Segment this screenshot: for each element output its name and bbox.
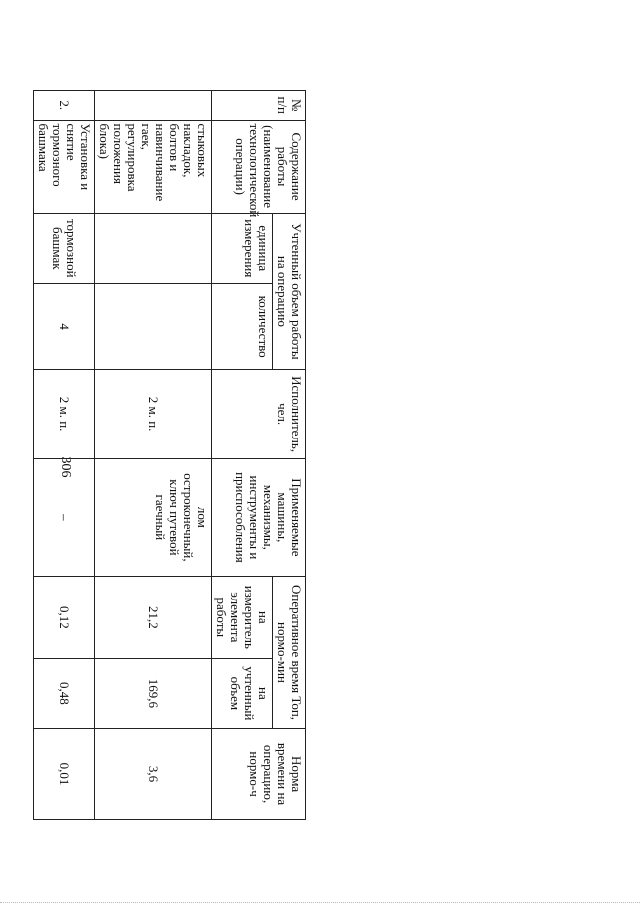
cell-num: 2. xyxy=(34,91,95,121)
header-per-unit: на измеритель элемента работы xyxy=(212,576,273,658)
header-optime-group: Оперативное время Топ, нормо-мин xyxy=(273,576,306,728)
cell-unit: тормозной башмак xyxy=(34,213,95,283)
page-number: 306 xyxy=(58,456,73,478)
cell-quantity xyxy=(95,284,212,370)
cell-norm: 0,01 xyxy=(34,729,95,820)
cell-num xyxy=(95,91,212,121)
header-quantity: количество xyxy=(212,284,273,370)
cell-per-unit: 0,12 xyxy=(34,576,95,658)
header-unit: единица измерения xyxy=(212,213,273,283)
cell-unit xyxy=(95,213,212,283)
cell-quantity: 4 xyxy=(34,284,95,370)
scan-edge-line xyxy=(0,902,640,904)
header-volume-group: Учтенный объем работы на операцию xyxy=(273,213,306,370)
cell-content: Установка и снятие тормозного башмака xyxy=(34,120,95,213)
norms-table xyxy=(33,90,306,820)
cell-per-volume: 169,6 xyxy=(95,658,212,728)
cell-machines: лом остроконечный, ключ путевой гаечный xyxy=(95,458,212,576)
cell-norm: 3,6 xyxy=(95,729,212,820)
header-norm: Норма времени на операцию, нормо-ч xyxy=(212,729,306,820)
header-num: № п/п xyxy=(212,91,306,121)
cell-content: стыковых накладок, болтов и навинчивание гаек, регулировка положения блока) xyxy=(95,120,212,213)
cell-executor: 2 м. п. xyxy=(95,370,212,459)
header-executor: Исполнитель, чел. xyxy=(212,370,306,459)
cell-machines: – xyxy=(34,458,95,576)
header-content: Содержание работы (наименование технологической операции) xyxy=(212,120,306,213)
header-per-volume: на учтенный объем xyxy=(212,658,273,728)
cell-per-unit: 21,2 xyxy=(95,576,212,658)
cell-executor: 2 м. п. xyxy=(34,370,95,459)
header-row-1 xyxy=(273,91,306,820)
cell-per-volume: 0,48 xyxy=(34,658,95,728)
table-row xyxy=(95,91,212,820)
table-row xyxy=(34,91,95,820)
header-machines: Применяемые машины, механизмы, инструменты и приспособления xyxy=(212,458,306,576)
